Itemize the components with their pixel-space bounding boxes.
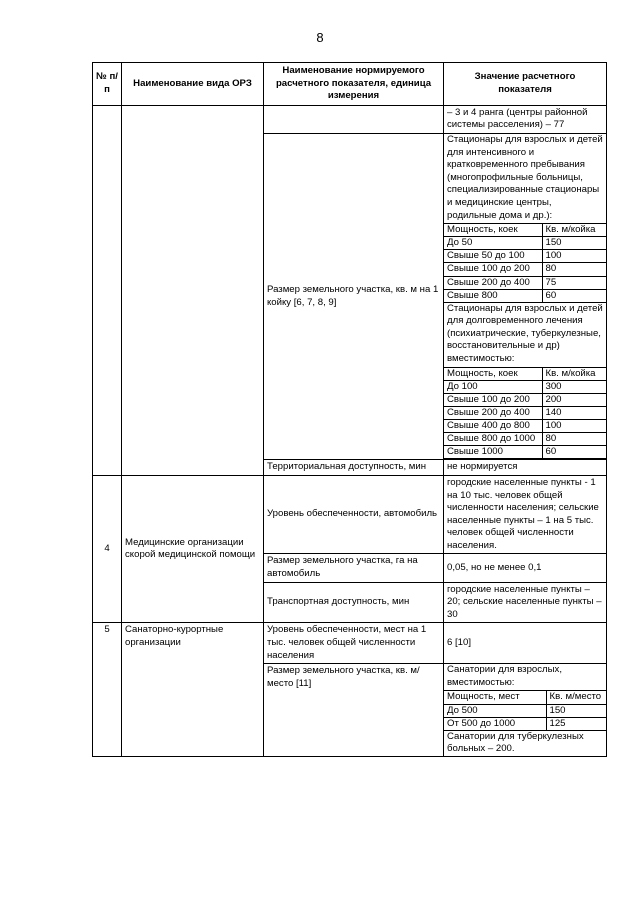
cell: 80 bbox=[542, 433, 606, 446]
row5-supply-label: Уровень обеспеченности, мест на 1 тыс. человек общей численности населения bbox=[264, 623, 444, 664]
cont-access-label: Территориальная доступность, мин bbox=[264, 460, 444, 476]
cell: 140 bbox=[542, 406, 606, 419]
row5-num: 5 bbox=[93, 623, 122, 756]
cell: До 500 bbox=[444, 704, 546, 717]
cell: 60 bbox=[542, 446, 606, 459]
cell: 80 bbox=[542, 263, 606, 276]
table-row bbox=[93, 623, 607, 664]
inner-head-area: Кв. м/койка bbox=[542, 367, 606, 380]
inner-head-capacity: Мощность, коек bbox=[444, 224, 542, 237]
row4-transport-value: городские населенные пункты – 20; сельские населенные пункты – 30 bbox=[444, 582, 607, 623]
table-row bbox=[444, 276, 606, 289]
cell: 200 bbox=[542, 393, 606, 406]
table-row bbox=[93, 475, 607, 554]
adult-table bbox=[444, 690, 606, 730]
cell: Свыше 100 до 200 bbox=[444, 393, 542, 406]
inner-head-capacity: Мощность, мест bbox=[444, 691, 546, 704]
row4-num: 4 bbox=[93, 475, 122, 623]
cell: Свыше 200 до 400 bbox=[444, 276, 542, 289]
long-title: Стационары для взрослых и детей для долговременного лечения (психиатрические, туберкулезные, восстановительные и др) вместимостью: bbox=[447, 302, 603, 365]
cell: 75 bbox=[542, 276, 606, 289]
row4-supply-value: городские населенные пункты - 1 на 10 тыс. человек общей численности населения; сельские населенные пункты – 1 на 5 тыс. человек общей численности населения. bbox=[444, 475, 607, 554]
table-row bbox=[444, 704, 606, 717]
intensive-title: Стационары для взрослых и детей для интенсивного и кратковременного пребывания (многопрофильные больницы, специализированные стационары и медицинские центры, родильные дома и др.): bbox=[447, 133, 603, 221]
table-row bbox=[444, 250, 606, 263]
table-row bbox=[444, 263, 606, 276]
page-number: 8 bbox=[316, 30, 324, 45]
row5-area-value bbox=[444, 664, 607, 757]
row4-transport-label: Транспортная доступность, мин bbox=[264, 582, 444, 623]
cont-type-cell bbox=[122, 105, 264, 475]
row5-area-label: Размер земельного участка, кв. м/место [11] bbox=[264, 664, 444, 757]
table-row bbox=[444, 433, 606, 446]
header-value: Значение расчетного показателя bbox=[444, 63, 607, 106]
tb-text: Санатории для туберкулезных больных – 200. bbox=[447, 730, 584, 755]
table-row bbox=[444, 446, 606, 459]
inner-header-row bbox=[444, 224, 606, 237]
cont-value-top: – 3 и 4 ранга (центры районной системы расселения) – 77 bbox=[444, 105, 607, 133]
cell: До 100 bbox=[444, 380, 542, 393]
cell: До 50 bbox=[444, 237, 542, 250]
header-indicator: Наименование нормируемого расчетного показателя, единица измерения bbox=[264, 63, 444, 106]
header-num: № п/п bbox=[93, 63, 122, 106]
cell: Свыше 200 до 400 bbox=[444, 406, 542, 419]
cont-access-value: не нормируется bbox=[444, 460, 607, 476]
cell: От 500 до 1000 bbox=[444, 717, 546, 730]
table-row bbox=[444, 420, 606, 433]
cell: Свыше 800 до 1000 bbox=[444, 433, 542, 446]
cell: 150 bbox=[546, 704, 606, 717]
cell: 100 bbox=[542, 250, 606, 263]
cell: 300 bbox=[542, 380, 606, 393]
table-row bbox=[444, 380, 606, 393]
table-row bbox=[444, 717, 606, 730]
cell: Свыше 1000 bbox=[444, 446, 542, 459]
cell: 125 bbox=[546, 717, 606, 730]
header-type: Наименование вида ОРЗ bbox=[122, 63, 264, 106]
cont-empty-indicator bbox=[264, 105, 444, 133]
row4-supply-label: Уровень обеспеченности, автомобиль bbox=[264, 475, 444, 554]
row5-type: Санаторно-курортные организации bbox=[122, 623, 264, 756]
cont-num-cell bbox=[93, 105, 122, 475]
inner-header-row bbox=[444, 367, 606, 380]
row4-area-value: 0,05, но не менее 0,1 bbox=[444, 554, 607, 582]
row5-supply-value: 6 [10] bbox=[444, 623, 607, 664]
standards-table bbox=[92, 62, 607, 757]
table-row bbox=[93, 105, 607, 133]
cell: Свыше 800 bbox=[444, 289, 542, 302]
adult-title: Санатории для взрослых, вместимостью: bbox=[447, 664, 563, 688]
row4-area-label: Размер земельного участка, га на автомобиль bbox=[264, 554, 444, 582]
inner-head-area: Кв. м/место bbox=[546, 691, 606, 704]
table-row bbox=[444, 289, 606, 302]
inner-head-capacity: Мощность, коек bbox=[444, 367, 542, 380]
cell: 60 bbox=[542, 289, 606, 302]
cell: 150 bbox=[542, 237, 606, 250]
cont-area-value bbox=[444, 133, 607, 459]
table-row bbox=[444, 393, 606, 406]
cell: Свыше 400 до 800 bbox=[444, 420, 542, 433]
cell: Свыше 100 до 200 bbox=[444, 263, 542, 276]
cell: 100 bbox=[542, 420, 606, 433]
long-table bbox=[444, 367, 606, 460]
cell: Свыше 50 до 100 bbox=[444, 250, 542, 263]
cont-area-label: Размер земельного участка, кв. м на 1 койку [6, 7, 8, 9] bbox=[264, 133, 444, 459]
row4-type: Медицинские организации скорой медицинской помощи bbox=[122, 475, 264, 623]
inner-header-row bbox=[444, 691, 606, 704]
table-row bbox=[444, 237, 606, 250]
inner-head-area: Кв. м/койка bbox=[542, 224, 606, 237]
intensive-table bbox=[444, 223, 606, 303]
table-row bbox=[444, 406, 606, 419]
table-header-row bbox=[93, 63, 607, 106]
